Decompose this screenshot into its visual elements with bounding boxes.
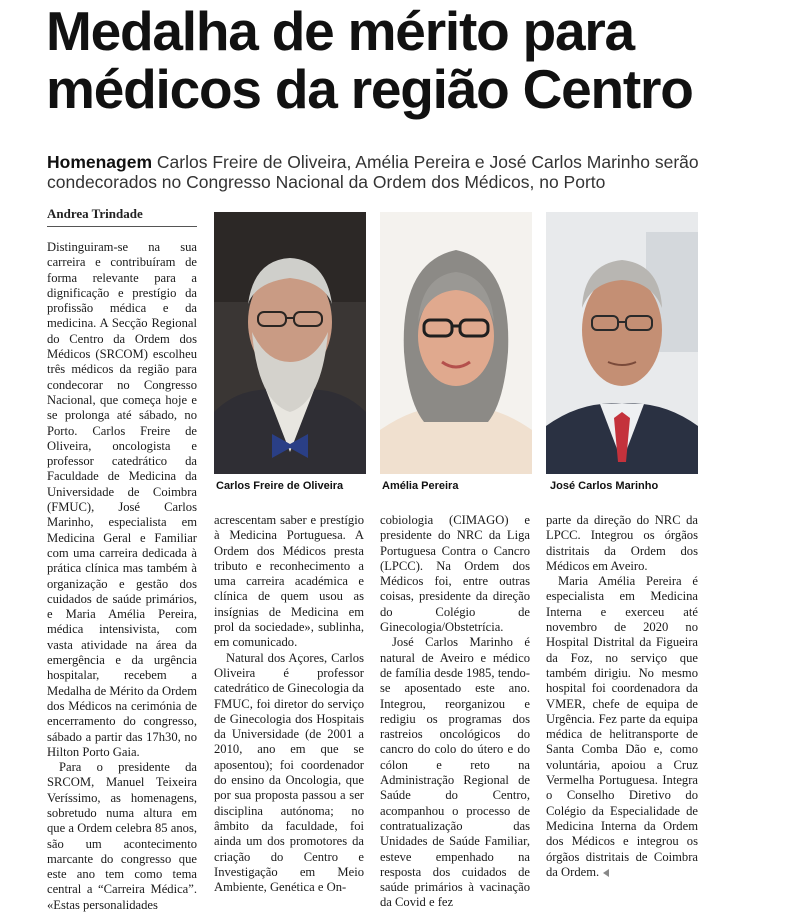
col2-paragraph-1: acrescentam saber e prestígio à Medicina Portuguesa. A Ordem dos Médicos presta tributo e reconhecimento a uma carreira académica e clínica de quem usou as insígnias de Medicina em prol da sociedade», sublinha, em comunicado. bbox=[214, 513, 364, 650]
byline-rule bbox=[47, 226, 197, 227]
portrait-man-suit bbox=[546, 212, 698, 474]
author-byline: Andrea Trindade bbox=[47, 206, 143, 221]
column-2 bbox=[214, 513, 364, 895]
photo-amelia-pereira bbox=[380, 212, 532, 474]
col2-paragraph-2: Natural dos Açores, Carlos Oliveira é professor catedrático de Ginecologia da FMUC, foi diretor do serviço de Ginecologia dos Hospitais da Universidade (de 2001 a 2010, ano em que se aposentou); foi coordenador do ensino da Oncologia, que por sua proposta passou a ser disciplina autónoma; no âmbito da faculdade, foi ainda um dos promotores da criação do Centro e Investigação em Meio Ambiente, Genética e On- bbox=[214, 650, 364, 895]
col4-paragraph-2-text: Maria Amélia Pereira é especialista em Medicina Interna e exerceu até novembro de 2020 no Hospital Distrital da Figueira da Foz, no serviço que também dirigiu. No mesmo hospital foi coordenadora da VMER, chefe de equipa de Urgência. Fez parte da equipa médica de helitransporte de Santa Comba Dão e, como voluntária, apoiou a Cruz Vermelha Portuguesa. Integra o Conselho Diretivo do Colégio da Especialidade de Medicina Interna da Ordem dos Médicos e integrou os órgãos distritais de Coimbra da Ordem. bbox=[546, 574, 698, 879]
col4-paragraph-2 bbox=[546, 574, 698, 880]
col3-paragraph-1: cobiologia (CIMAGO) e presidente do NRC da Liga Portuguesa Contra o Cancro (LPCC). Na Ordem dos Médicos foi, entre outras coisas, presidente da direção do Colégio de Ginecologia/Obstetrícia. bbox=[380, 513, 530, 635]
photo-carlos-freire-de-oliveira bbox=[214, 212, 366, 474]
photo-caption-1: Carlos Freire de Oliveira bbox=[216, 480, 344, 492]
column-1 bbox=[47, 240, 197, 913]
lead-paragraph bbox=[47, 152, 767, 192]
portrait-man-glasses-beard bbox=[214, 212, 366, 474]
col1-paragraph-1: Distinguiram-se na sua carreira e contribuíram de forma relevante para a dignificação e prestígio da profissão médica e da medicina. A Secção Regional do Centro da Ordem dos Médicos (SRCOM) escolheu três médicos da região para condecorar no Congresso Nacional, que começa hoje e se prolonga até sábado, no Porto. Carlos Freire de Oliveira, oncologista e professor catedrático da Faculdade de Medicina da Universidade de Coimbra (FMUC), José Carlos Marinho, especialista em Medicina Geral e Familiar com uma carreira dedicada à prática clínica mas também à organização e gestão dos cuidados de saúde primários, e Maria Amélia Pereira, médica intensivista, com vasta atividade na área da emergência e da urgência hospitalar, recebem a Medalha de Mérito da Ordem dos Médicos na cerimónia de encerramento do congresso, sábado a partir das 17h30, no Hilton Porto Gaia. bbox=[47, 240, 197, 759]
photo-jose-carlos-marinho bbox=[546, 212, 698, 474]
col1-paragraph-2: Para o presidente da SRCOM, Manuel Teixeira Veríssimo, as homenagens, sobretudo numa altura em que a Ordem celebra 85 anos, são um acontecimento marcante do congresso que este ano tem como tema central a “Carreira Médica”. «Estas personalidades bbox=[47, 760, 197, 912]
column-4 bbox=[546, 513, 698, 880]
photo-caption-3: José Carlos Marinho bbox=[550, 480, 659, 492]
col4-paragraph-1: parte da direção do NRC da LPCC. Integrou os órgãos distritais da Ordem dos Médicos em Aveiro. bbox=[546, 513, 698, 573]
headline: Medalha de mérito para médicos da região Centro bbox=[46, 0, 693, 120]
col3-paragraph-2: José Carlos Marinho é natural de Aveiro e médico de família desde 1985, tendo-se aposentado este ano. Integrou, reorganizou e redigiu os programas dos rastreios oncológicos do cancro do colo do útero e do cólon e reto na Administração Regional de Saúde do Centro, acompanhou o processo de contratualização das Unidades de Saúde Familiar, esteve empenhado na resposta dos cuidados de saúde primários à vacinação da Covid e fez bbox=[380, 635, 530, 910]
kicker: Homenagem bbox=[47, 152, 153, 172]
end-of-article-icon bbox=[603, 869, 609, 877]
portrait-woman-glasses bbox=[380, 212, 532, 474]
column-3 bbox=[380, 513, 530, 911]
photo-caption-2: Amélia Pereira bbox=[382, 480, 459, 492]
subtitle: Carlos Freire de Oliveira, Amélia Pereira e José Carlos Marinho serão condecorados no Congresso Nacional da Ordem dos Médicos, no Porto bbox=[47, 152, 699, 192]
